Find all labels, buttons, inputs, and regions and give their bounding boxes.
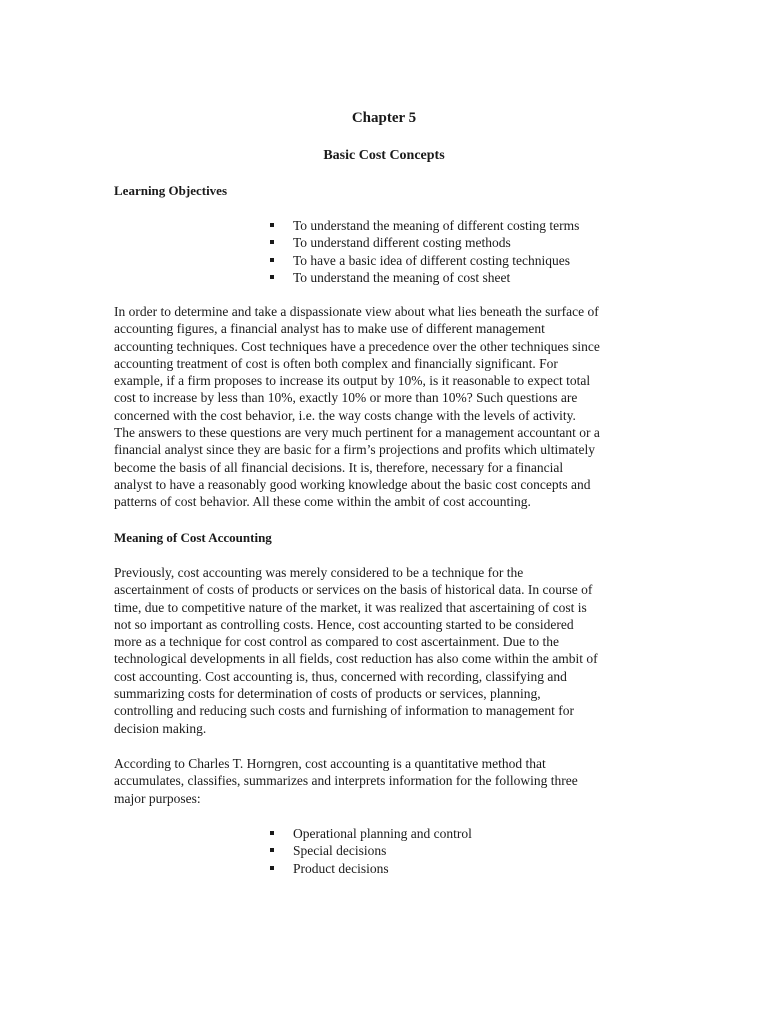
purposes-list bbox=[270, 825, 472, 877]
text-line: concerned with the cost behavior, i.e. the way costs change with the levels of activity. bbox=[114, 407, 576, 423]
text-line: Previously, cost accounting was merely considered to be a technique for the bbox=[114, 565, 524, 580]
text-line: accumulates, classifies, summarizes and interprets information for the following three bbox=[114, 773, 578, 789]
bullet-icon bbox=[270, 848, 274, 852]
bullet-icon bbox=[270, 240, 274, 244]
text-line: financial analyst since they are basic for a firm’s projections and profits which ultimately bbox=[114, 442, 595, 458]
list-item bbox=[270, 269, 579, 286]
list-item-text: To understand the meaning of cost sheet bbox=[293, 269, 511, 285]
text-line: accounting figures, a financial analyst has to make use of different management bbox=[114, 321, 545, 337]
learning-objectives-list bbox=[270, 217, 579, 286]
list-item-text: To understand different costing methods bbox=[293, 235, 511, 251]
list-item-text: Special decisions bbox=[293, 843, 387, 859]
text-line: accounting treatment of cost is often both complex and financially significant. For bbox=[114, 355, 558, 371]
text-line: summarizing costs for determination of costs of products or services, planning, bbox=[114, 686, 541, 702]
text-line: In order to determine and take a dispassionate view about what lies beneath the surface of bbox=[114, 304, 599, 319]
intro-paragraph bbox=[114, 303, 662, 511]
meaning-heading: Meaning of Cost Accounting bbox=[114, 530, 272, 545]
text-line: controlling and reducing such costs and furnishing of information to management for bbox=[114, 703, 575, 719]
text-line: According to Charles T. Horngren, cost accounting is a quantitative method that bbox=[114, 756, 546, 771]
text-line: become the basis of all financial decisions. It is, therefore, necessary for a financial bbox=[114, 459, 564, 475]
bullet-icon bbox=[270, 275, 274, 279]
text-line: ascertainment of costs of products or services on the basis of historical data. In course of bbox=[114, 582, 593, 598]
text-line: major purposes: bbox=[114, 790, 201, 806]
text-line: cost to increase by less than 10%, exactly 10% or more than 10%? Such questions are bbox=[114, 390, 578, 406]
text-line: The answers to these questions are very much pertinent for a management accountant or a bbox=[114, 425, 600, 441]
list-item-text: Product decisions bbox=[293, 860, 389, 876]
list-item bbox=[270, 842, 472, 859]
text-line: patterns of cost behavior. All these come within the ambit of cost accounting. bbox=[114, 494, 531, 510]
list-item-text: Operational planning and control bbox=[293, 826, 472, 841]
text-line: time, due to competitive nature of the market, it was realized that ascertaining of cost is bbox=[114, 599, 587, 615]
text-line: accounting techniques. Cost techniques have a precedence over the other techniques since bbox=[114, 338, 600, 354]
text-line: analyst to have a reasonably good working knowledge about the basic cost concepts and bbox=[114, 476, 591, 492]
text-line: technological developments in all fields, cost reduction has also come within the ambit of bbox=[114, 651, 598, 667]
text-line: cost accounting. Cost accounting is, thus, concerned with recording, classifying and bbox=[114, 668, 567, 684]
chapter-label: Chapter 5 bbox=[351, 110, 417, 126]
list-item bbox=[270, 234, 579, 251]
learning-objectives-heading: Learning Objectives bbox=[114, 183, 228, 198]
list-item bbox=[270, 825, 472, 842]
meaning-paragraph bbox=[114, 564, 662, 737]
text-line: decision making. bbox=[114, 720, 207, 736]
chapter-title: Basic Cost Concepts bbox=[323, 148, 445, 163]
bullet-icon bbox=[270, 831, 274, 835]
list-item bbox=[270, 860, 472, 877]
text-line: not so important as controlling costs. Hence, cost accounting started to be considered bbox=[114, 616, 574, 632]
list-item-text: To have a basic idea of different costing techniques bbox=[293, 252, 570, 268]
list-item-text: To understand the meaning of different costing terms bbox=[293, 218, 580, 233]
horngren-paragraph bbox=[114, 755, 662, 807]
bullet-icon bbox=[270, 866, 274, 870]
list-item bbox=[270, 217, 579, 234]
bullet-icon bbox=[270, 258, 274, 262]
text-line: example, if a firm proposes to increase its output by 10%, is it reasonable to expect total bbox=[114, 373, 591, 389]
list-item bbox=[270, 252, 579, 269]
bullet-icon bbox=[270, 223, 274, 227]
text-line: more as a technique for cost control as compared to cost ascertainment. Due to the bbox=[114, 634, 559, 650]
